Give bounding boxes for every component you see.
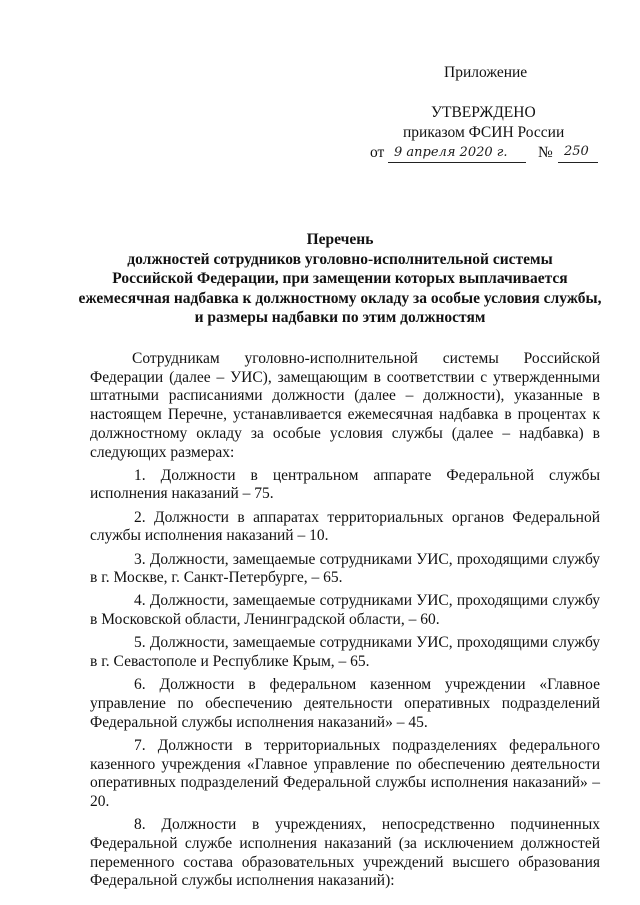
approved-label: УТВЕРЖДЕНО (431, 104, 536, 121)
list-item-8: 8. Должности в учреждениях, непосредственно подчиненных Федеральной службе исполнения наказаний (за исключением должностей переменного состава образовательных учреждений высшего образования Федеральной службы исполнения наказаний): (90, 816, 600, 890)
handwritten-date: 9 апреля 2020 г. (394, 145, 508, 160)
title-line: Российской Федерации, при замещении которых выплачивается (112, 270, 568, 287)
list-item-1: 1. Должности в центральном аппарате Федеральной службы исполнения наказаний – 75. (90, 466, 600, 503)
appendix-label: Приложение (444, 64, 528, 81)
title-line: должностей сотрудников уголовно-исполнительной системы (127, 250, 553, 268)
list-item-2: 2. Должности в аппаратах территориальных органов Федеральной службы исполнения наказаний – 10. (90, 508, 600, 545)
order-label: приказом ФСИН России (403, 124, 565, 141)
document-title (70, 230, 610, 328)
document-body (90, 350, 600, 891)
title-line: ежемесячная надбавка к должностному окладу за особые условия службы, (78, 289, 602, 307)
list-item-5: 5. Должности, замещаемые сотрудниками УИС, проходящими службу в г. Севастополе и Республике Крым, – 65. (90, 634, 600, 671)
list-item-3: 3. Должности, замещаемые сотрудниками УИС, проходящими службу в г. Москве, г. Санкт-Петербурге, – 65. (90, 550, 600, 587)
handwritten-number: 250 (564, 144, 589, 159)
number-label: № (538, 144, 553, 161)
title-line: и размеры надбавки по этим должностям (194, 309, 486, 326)
date-from-label: от (370, 144, 385, 161)
list-item-7: 7. Должности в территориальных подразделениях федерального казенного учреждения «Главное управление по обеспечению деятельности оперативных подразделений Федеральной службы исполнения наказаний» – 20. (90, 736, 600, 810)
list-item-4: 4. Должности, замещаемые сотрудниками УИС, проходящими службу в Московской области, Ленинградской области, – 60. (90, 592, 600, 629)
intro-paragraph: Сотрудникам уголовно-исполнительной системы Российской Федерации (далее – УИС), замещающим в соответствии с утвержденными штатными расписаниями должности (далее – должности), указанные в настоящем Перечне, устанавливается ежемесячная надбавка в процентах к должностному окладу за особые условия службы (далее – надбавка) в следующих размерах: (90, 350, 600, 461)
title-line: Перечень (306, 231, 374, 248)
number-underline (558, 162, 598, 163)
date-underline (388, 162, 526, 163)
list-item-6: 6. Должности в федеральном казенном учреждении «Главное управление по обеспечению деятельности оперативных подразделений Федеральной службы исполнения наказаний» – 45. (90, 676, 600, 731)
